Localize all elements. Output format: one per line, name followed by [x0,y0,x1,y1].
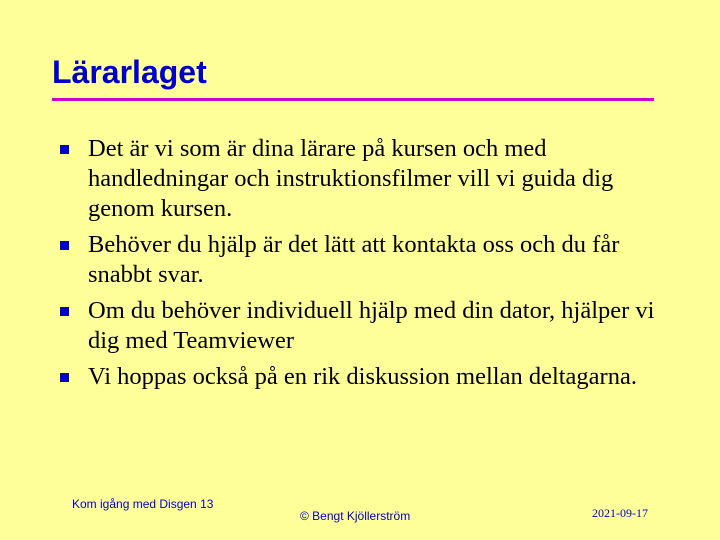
bullet-text: Vi hoppas också på en rik diskussion mellan deltagarna. [88,363,637,390]
square-bullet-icon [60,241,69,250]
footer-copyright: © Bengt Kjöllerström [300,509,411,523]
title-underline [52,98,654,101]
bullet-item [58,230,658,290]
bullet-text: Om du behöver individuell hjälp med din dator, hjälper vi dig med Teamviewer [88,297,655,354]
bullet-text: Behöver du hjälp är det lätt att kontakta oss och du får snabbt svar. [88,231,620,288]
square-bullet-icon [60,373,69,382]
bullet-item [58,362,658,392]
footer-course-title: Kom igång med Disgen 13 [72,497,214,511]
bullet-text: Det är vi som är dina lärare på kursen och med handledningar och instruktionsfilmer vill vi guida dig genom kursen. [88,135,614,222]
bullet-item [58,296,658,356]
bullet-item [58,134,658,224]
square-bullet-icon [60,145,69,154]
square-bullet-icon [60,307,69,316]
footer-date: 2021-09-17 [592,506,648,520]
bullet-list [58,134,658,398]
slide-title: Lärarlaget [52,54,207,90]
